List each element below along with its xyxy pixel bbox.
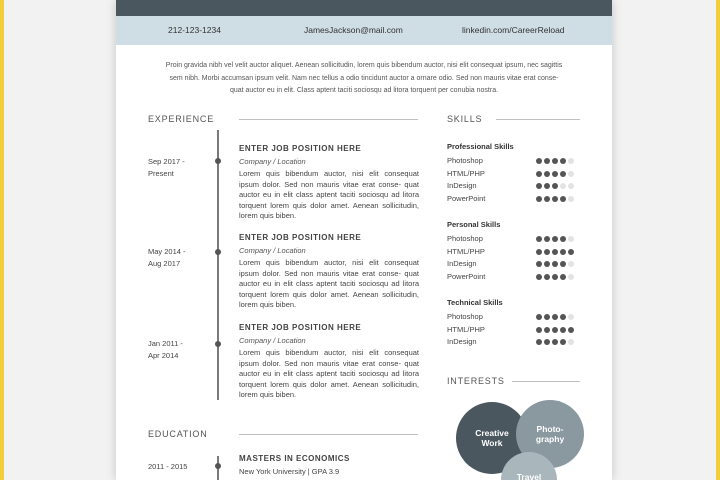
rating-dot — [552, 196, 558, 202]
rating-dot — [544, 196, 550, 202]
interest-bubble-creative-work: Creative Work — [456, 402, 528, 474]
job-date: Sep 2017 - Present — [148, 157, 185, 178]
skill-row — [447, 337, 587, 350]
skill-row — [447, 272, 587, 285]
job-date: May 2014 - Aug 2017 — [148, 247, 186, 268]
job-description: Lorem quis bibendum auctor, nisi elit consequat ipsum dolor. Sed non mauris vitae erat conse- quat auctor eu in elit class aptent taciti sociosqu ad litora torquent lorem quis dolor amet. Aenean sollicitudin, lorem quis biben. — [239, 258, 419, 309]
rating-dot — [560, 249, 566, 255]
phone-text: 212-123-1234 — [168, 25, 221, 35]
skill-row — [447, 156, 587, 169]
rating-dot — [552, 339, 558, 345]
experience-timeline — [217, 130, 219, 400]
rating-dot — [560, 236, 566, 242]
interests-rule — [512, 381, 580, 382]
rating-dot — [536, 339, 542, 345]
rating-dot — [544, 274, 550, 280]
intro-paragraph: Proin gravida nibh vel velit auctor aliquet. Aenean sollicitudin, lorem quis bibendum auctor, nisi elit consequat ipsum, nec sagittis sem nibh. Morbi accumsan ipsum velit. Nam nec tellus a odio tincidunt auctor a ornare odio. Sed non mauris vitae erat conse- quat auctor eu in elit. Class aptent taciti sociosqu ad litora torquent per conubia nostra. — [165, 62, 563, 94]
skill-name: InDesign — [447, 181, 477, 190]
timeline-dot — [215, 341, 221, 347]
job-date: Jan 2011 - Apr 2014 — [148, 339, 183, 360]
skill-name: InDesign — [447, 259, 477, 268]
rating-dot — [544, 327, 550, 333]
rating-dot — [536, 314, 542, 320]
rating-dot — [568, 236, 574, 242]
rating-dot — [536, 249, 542, 255]
job-company: Company / Location — [239, 246, 306, 255]
job-entry — [239, 323, 419, 401]
skill-name: PowerPoint — [447, 193, 486, 203]
rating-dot — [560, 339, 566, 345]
rating-dot — [568, 261, 574, 267]
degree-title: MASTERS IN ECONOMICS — [239, 454, 350, 463]
skill-group-title: Technical Skills — [447, 298, 503, 307]
rating-dot — [544, 314, 550, 320]
skill-rating-dots — [536, 313, 576, 322]
skill-row — [447, 194, 587, 207]
school-text: New York University | GPA 3.9 — [239, 467, 340, 476]
rating-dot — [552, 261, 558, 267]
rating-dot — [552, 274, 558, 280]
education-heading: EDUCATION — [148, 429, 208, 439]
skill-rating-dots — [536, 260, 576, 269]
rating-dot — [544, 339, 550, 345]
timeline-dot — [215, 249, 221, 255]
job-entry — [239, 144, 419, 222]
job-description: Lorem quis bibendum auctor, nisi elit consequat ipsum dolor. Sed non mauris vitae erat conse- quat auctor eu in elit class aptent taciti sociosqu ad litora torquent lorem quis dolor amet. Aenean sollicitudin, lorem quis biben. — [239, 348, 419, 399]
rating-dot — [552, 236, 558, 242]
experience-rule — [239, 119, 418, 120]
skill-rating-dots — [536, 157, 576, 166]
skill-row — [447, 247, 587, 260]
skill-name: Photoshop — [447, 156, 483, 165]
rating-dot — [560, 261, 566, 267]
skill-name: HTML/PHP — [447, 246, 485, 256]
rating-dot — [536, 158, 542, 164]
skill-name: Photoshop — [447, 312, 483, 321]
skill-rating-dots — [536, 195, 576, 204]
rating-dot — [568, 183, 574, 189]
rating-dot — [544, 249, 550, 255]
skill-group — [447, 142, 587, 206]
rating-dot — [560, 327, 566, 333]
rating-dot — [568, 158, 574, 164]
job-company: Company / Location — [239, 157, 306, 166]
rating-dot — [560, 171, 566, 177]
resume-page — [116, 0, 612, 480]
rating-dot — [544, 171, 550, 177]
skill-row — [447, 181, 587, 194]
rating-dot — [552, 183, 558, 189]
skill-rating-dots — [536, 170, 576, 179]
rating-dot — [560, 183, 566, 189]
rating-dot — [568, 274, 574, 280]
skill-rating-dots — [536, 273, 576, 282]
skill-name: HTML/PHP — [447, 324, 485, 334]
job-title: ENTER JOB POSITION HERE — [239, 233, 362, 242]
job-entry — [239, 233, 419, 311]
skill-rating-dots — [536, 338, 576, 347]
skill-group-title: Professional Skills — [447, 142, 514, 151]
job-title: ENTER JOB POSITION HERE — [239, 323, 362, 332]
rating-dot — [568, 314, 574, 320]
rating-dot — [552, 327, 558, 333]
skill-rating-dots — [536, 326, 576, 335]
rating-dot — [560, 158, 566, 164]
rating-dot — [544, 183, 550, 189]
interest-bubble-travel: Travel — [501, 452, 557, 480]
skill-rating-dots — [536, 182, 576, 191]
interest-bubble-photography: Photo- graphy — [516, 400, 584, 468]
rating-dot — [552, 314, 558, 320]
rating-dot — [552, 249, 558, 255]
rating-dot — [568, 339, 574, 345]
skill-rating-dots — [536, 235, 576, 244]
rating-dot — [560, 314, 566, 320]
skill-name: PowerPoint — [447, 271, 486, 281]
timeline-dot — [215, 158, 221, 164]
rating-dot — [568, 171, 574, 177]
skill-row — [447, 234, 587, 247]
rating-dot — [552, 171, 558, 177]
rating-dot — [536, 274, 542, 280]
rating-dot — [568, 249, 574, 255]
rating-dot — [544, 261, 550, 267]
skills-rule — [496, 119, 580, 120]
rating-dot — [536, 171, 542, 177]
header-band — [116, 0, 612, 16]
rating-dot — [544, 158, 550, 164]
skill-rating-dots — [536, 248, 576, 257]
rating-dot — [560, 196, 566, 202]
rating-dot — [536, 327, 542, 333]
education-rule — [239, 434, 418, 435]
skill-name: HTML/PHP — [447, 168, 485, 178]
rating-dot — [568, 327, 574, 333]
skill-row — [447, 325, 587, 338]
job-title: ENTER JOB POSITION HERE — [239, 144, 362, 153]
job-company: Company / Location — [239, 336, 306, 345]
rating-dot — [560, 274, 566, 280]
skills-heading: SKILLS — [447, 114, 483, 124]
rating-dot — [568, 196, 574, 202]
skill-name: InDesign — [447, 337, 477, 346]
rating-dot — [536, 196, 542, 202]
education-entry — [239, 454, 419, 476]
interests-heading: INTERESTS — [447, 376, 505, 386]
skill-row — [447, 259, 587, 272]
skill-group — [447, 220, 587, 284]
rating-dot — [544, 236, 550, 242]
email-link[interactable]: JamesJackson@mail.com — [304, 25, 403, 35]
education-date: 2011 - 2015 — [148, 462, 188, 471]
skill-row — [447, 312, 587, 325]
skill-group-title: Personal Skills — [447, 220, 501, 229]
job-description: Lorem quis bibendum auctor, nisi elit consequat ipsum dolor. Sed non mauris vitae erat conse- quat auctor eu in elit class aptent taciti sociosqu ad litora torquent lorem quis dolor amet. Aenean sollicitudin, lorem quis biben. — [239, 169, 419, 220]
rating-dot — [536, 183, 542, 189]
contact-bar — [116, 16, 612, 45]
skill-group — [447, 298, 587, 350]
linkedin-link[interactable]: linkedin.com/CareerReload — [462, 25, 565, 35]
experience-heading: EXPERIENCE — [148, 114, 215, 124]
skill-row — [447, 169, 587, 182]
rating-dot — [536, 261, 542, 267]
rating-dot — [536, 236, 542, 242]
skill-name: Photoshop — [447, 234, 483, 243]
timeline-dot — [215, 463, 221, 469]
rating-dot — [552, 158, 558, 164]
